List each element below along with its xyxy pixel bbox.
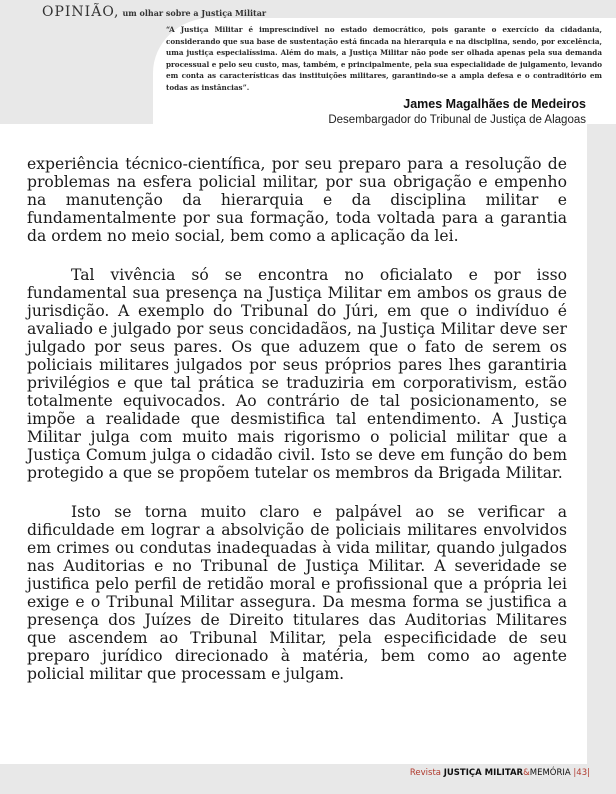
pull-quote: “A Justiça Militar é imprescindível no estado democrático, pois garante o exercício da cidadania, considerando que sua base de sustentação está fincada na hierarquia e na disciplina, sendo, por excelência, uma justiça especialíssima. Além do mais, a Justiça Militar não pode ser olhada apenas pela sua demanda processual e pelo seu custo, mas, também, e principalmente, pela sua especialidade de julgamento, levando em conta as características das instituições militares, garantindo-se a ampla defesa e o contraditório em todas as instâncias”. (166, 25, 602, 92)
footer-separator-end: | (587, 768, 590, 778)
quote-author-title: Desembargador do Tribunal de Justiça de Alagoas (328, 114, 586, 126)
right-margin-strip (587, 124, 616, 764)
section-name: OPINIÃO, (42, 4, 120, 20)
footer-ampersand: & (523, 768, 530, 778)
page-footer (0, 764, 616, 794)
footer-justica-militar: JUSTIÇA MILITAR (443, 768, 524, 778)
section-subtitle: um olhar sobre a Justiça Militar (122, 8, 267, 18)
quote-author: James Magalhães de Medeiros (403, 97, 586, 111)
quote-panel (153, 18, 616, 136)
page-number: 43 (576, 768, 588, 778)
footer-revista: Revista (409, 768, 442, 778)
body-paragraph: Isto se torna muito claro e palpável ao se verificar a dificuldade em lograr a absolvição de policiais militares envolvidos em crimes ou condutas inadequadas à vida militar, quando julgados nas Auditorias e no Tribunal de Justiça Militar. A severidade se justifica pelo perfil de retidão moral e profissional que a própria lei exige e o Tribunal Militar assegura. Da mesma forma se justifica a presença dos Juízes de Direito titulares das Auditorias Militares que ascendem ao Tribunal Militar, pela especificidade de seu preparo jurídico direcionado à matéria, bem como ao agente policial militar que processam e julgam. (27, 503, 567, 683)
body-paragraph: experiência técnico-científica, por seu preparo para a resolução de problemas na esfera policial militar, por sua obrigação e empenho na manutenção da hierarquia e da disciplina militar e fundamentalmente por sua formação, toda voltada para a garantia da ordem no meio social, bem como a aplicação da lei. (27, 155, 567, 245)
footer-separator: | (573, 768, 577, 778)
article-body (27, 155, 567, 704)
body-paragraph: Tal vivência só se encontra no oficialato e por isso fundamental sua presença na Justiça Militar em ambos os graus de jurisdição. A exemplo do Tribunal do Júri, em que o indivíduo é avaliado e julgado por seus concidadãos, na Justiça Militar deve ser julgado por seus pares. Os que aduzem que o fato de serem os policiais militares julgados por seus próprios pares lhes garantiria privilégios e que tal prática se traduziria em corporativism, estão totalmente equivocados. Ao contrário de tal posicionamento, se impõe a realidade que desmistifica tal entendimento. A Justiça Militar julga com muito mais rigorismo o policial militar que a Justiça Comum julga o cidadão civil. Isto se deve em função do bem protegido a que se propõem tutelar os membros da Brigada Militar. (27, 266, 567, 482)
footer-publication (410, 768, 590, 778)
footer-memoria: MEMÓRIA (529, 768, 571, 778)
